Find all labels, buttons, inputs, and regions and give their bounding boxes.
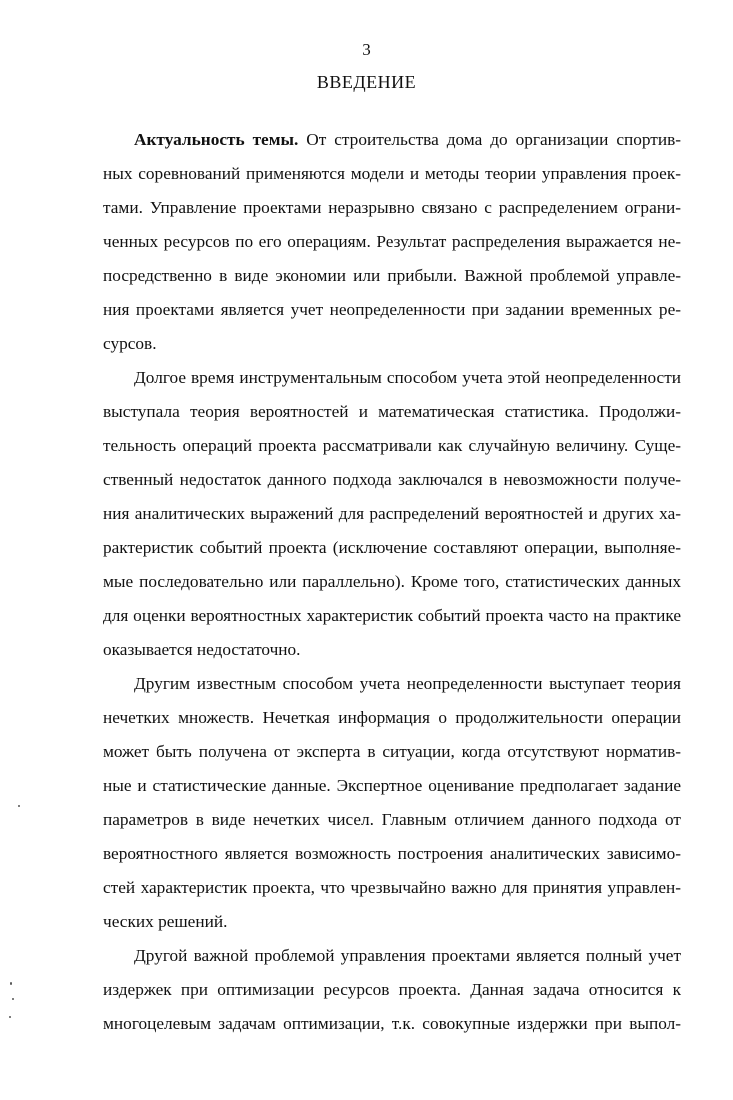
- text-line: многоцелевым задачам оптимизации, т.к. совокупные издержки при выпол-: [103, 1014, 681, 1033]
- text-line: оказывается недостаточно.: [103, 640, 301, 659]
- text-line: для оценки вероятностных характеристик событий проекта часто на практике: [103, 606, 681, 625]
- text-line: Другой важной проблемой управления проектами является полный учет: [134, 946, 681, 965]
- text-line: тельность операций проекта рассматривали как случайную величину. Суще-: [103, 436, 681, 455]
- text-line: может быть получена от эксперта в ситуации, когда отсутствуют норматив-: [103, 742, 681, 761]
- text-line: Актуальность темы. От строительства дома до организации спортив-: [134, 130, 682, 149]
- text-line: сурсов.: [103, 334, 157, 353]
- text-line: Другим известным способом учета неопределенности выступает теория: [134, 674, 681, 693]
- scan-speck: [9, 1016, 11, 1018]
- scan-speck: [12, 998, 14, 1000]
- text-line: рактеристик событий проекта (исключение составляют операции, выполняе-: [103, 538, 681, 557]
- section-heading: ВВЕДЕНИЕ: [316, 72, 417, 92]
- text-line: ченных ресурсов по его операциям. Результат распределения выражается не-: [103, 232, 681, 251]
- text-line: ния проектами является учет неопределенности при задании временных ре-: [103, 300, 681, 319]
- text-line: мые последовательно или параллельно). Кроме того, статистических данных: [103, 572, 681, 591]
- text-line: посредственно в виде экономии или прибыли. Важной проблемой управле-: [103, 266, 681, 285]
- scan-speck: [18, 805, 20, 807]
- text-line: ных соревнований применяются модели и методы теории управления проек-: [103, 164, 681, 183]
- text-line: тами. Управление проектами неразрывно связано с распределением ограни-: [103, 198, 681, 217]
- text-line: Долгое время инструментальным способом учета этой неопределенности: [134, 368, 681, 387]
- text-line: ные и статистические данные. Экспертное оценивание предполагает задание: [103, 776, 681, 795]
- text-line: ния аналитических выражений для распределений вероятностей и других ха-: [103, 504, 681, 523]
- page-number: 3: [362, 40, 371, 59]
- text-line: стей характеристик проекта, что чрезвычайно важно для принятия управлен-: [103, 878, 681, 897]
- scan-speck: [10, 982, 12, 985]
- text-line: параметров в виде нечетких чисел. Главным отличием данного подхода от: [103, 810, 681, 829]
- text-line: ственный недостаток данного подхода заключался в невозможности получе-: [103, 470, 681, 489]
- text-line: издержек при оптимизации ресурсов проекта. Данная задача относится к: [103, 980, 681, 999]
- text-line: нечетких множеств. Нечеткая информация о продолжительности операции: [103, 708, 681, 727]
- text-line: вероятностного является возможность построения аналитических зависимо-: [103, 844, 681, 863]
- text-line: выступала теория вероятностей и математическая статистика. Продолжи-: [103, 402, 681, 421]
- topic-relevance-label: Актуальность темы.: [134, 130, 299, 149]
- text-line: ческих решений.: [103, 912, 228, 931]
